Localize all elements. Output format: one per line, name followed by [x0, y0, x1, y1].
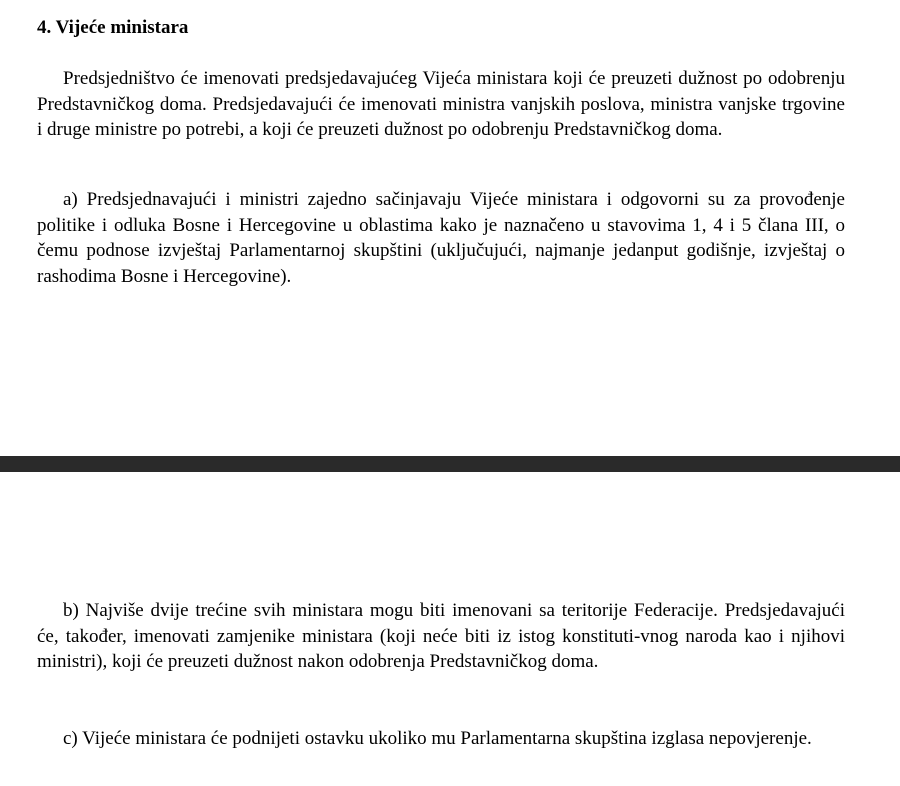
page-divider	[0, 456, 900, 472]
section-heading: 4. Vijeće ministara	[37, 17, 189, 38]
paragraph-c: c) Vijeće ministara će podnijeti ostavku ukoliko mu Parlamentarna skupština izglasa nepovjerenje.	[63, 728, 812, 749]
page-bottom	[0, 472, 900, 786]
paragraph-intro: Predsjedništvo će imenovati predsjedavajućeg Vijeća ministara koji će preuzeti dužnost po odobrenju Predstavničkog doma. Predsjedavajući će imenovati ministra vanjskih poslova, ministra vanjske trgovine i druge ministre po potrebi, a koji će preuzeti dužnost po odobrenju Predstavničkog doma.	[37, 68, 845, 140]
paragraph-a: a) Predsjednavajući i ministri zajedno sačinjavaju Vijeće ministara i odgovorni su za provođenje politike i odluka Bosne i Hercegovine u oblastima kako je naznačeno u stavovima 1, 4 i 5 člana III, o čemu podnose izvještaj Parlamentarnoj skupštini (uključujući, najmanje jedanput godišnje, izvještaj o rashodima Bosne i Hercegovine).	[37, 189, 845, 287]
paragraph-b: b) Najviše dvije trećine svih ministara mogu biti imenovani sa teritorije Federacije. Predsjedavajući će, također, imenovati zamjenike ministara (koji neće biti iz istog konstituti-vnog naroda kao i njihovi ministri), koji će preuzeti dužnost nakon odobrenja Predstavničkog doma.	[37, 600, 845, 672]
